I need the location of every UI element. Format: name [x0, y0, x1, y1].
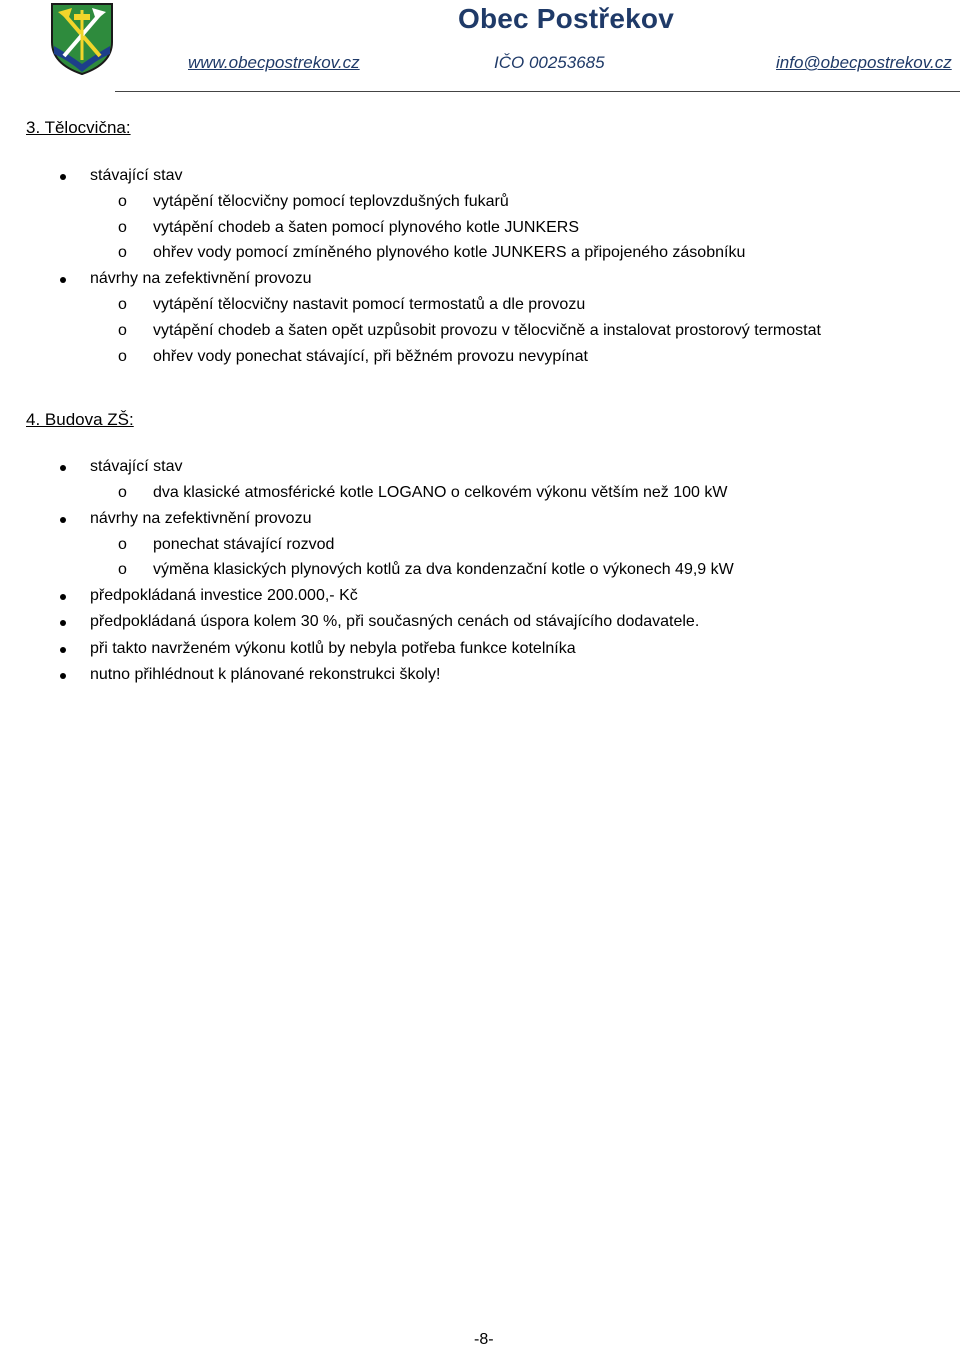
sub-bullet-item: o ohřev vody ponechat stávající, při běžném provozu nevypínat	[153, 348, 588, 366]
bullet-item: nutno přihlédnout k plánované rekonstrukci školy!	[90, 666, 441, 683]
sub-bullet-item: o vytápění tělocvičny nastavit pomocí termostatů a dle provozu	[153, 296, 585, 314]
bullet-item: stávající stav	[90, 167, 183, 184]
sub-bullet-item: o ohřev vody pomocí zmíněného plynového kotle JUNKERS a připojeného zásobníku	[153, 244, 745, 262]
sub-bullet-item: o výměna klasických plynových kotlů za dva kondenzační kotle o výkonech 49,9 kW	[153, 561, 734, 579]
section-title: 3. Tělocvična:	[26, 118, 131, 137]
email-link[interactable]: info@obecpostrekov.cz	[776, 53, 952, 72]
bullet-item: návrhy na zefektivnění provozu	[90, 510, 312, 527]
page-header	[0, 0, 960, 94]
website-link[interactable]: www.obecpostrekov.cz	[188, 53, 360, 72]
section-title: 4. Budova ZŠ:	[26, 410, 134, 429]
town-name: Obec Postřekov	[458, 3, 674, 34]
sub-bullet-item: o vytápění tělocvičny pomocí teplovzdušných fukarů	[153, 193, 509, 211]
header-divider	[115, 91, 960, 92]
sub-bullet-item: o vytápění chodeb a šaten opět uzpůsobit provozu v tělocvičně a instalovat prostorový termostat	[153, 322, 821, 340]
ico-number: IČO 00253685	[494, 53, 605, 72]
sub-bullet-item: o ponechat stávající rozvod	[153, 536, 334, 554]
sub-bullet-item: o dva klasické atmosférické kotle LOGANO o celkovém výkonu větším než 100 kW	[153, 484, 727, 502]
bullet-item: návrhy na zefektivnění provozu	[90, 270, 312, 287]
bullet-item: předpokládaná úspora kolem 30 %, při současných cenách od stávajícího dodavatele.	[90, 613, 700, 630]
page-number: -8-	[474, 1331, 494, 1348]
coat-of-arms-logo	[50, 2, 114, 76]
bullet-item: předpokládaná investice 200.000,- Kč	[90, 587, 358, 604]
bullet-item: při takto navrženém výkonu kotlů by nebyla potřeba funkce kotelníka	[90, 640, 576, 657]
sub-bullet-item: o vytápění chodeb a šaten pomocí plynového kotle JUNKERS	[153, 219, 579, 237]
bullet-item: stávající stav	[90, 458, 183, 475]
